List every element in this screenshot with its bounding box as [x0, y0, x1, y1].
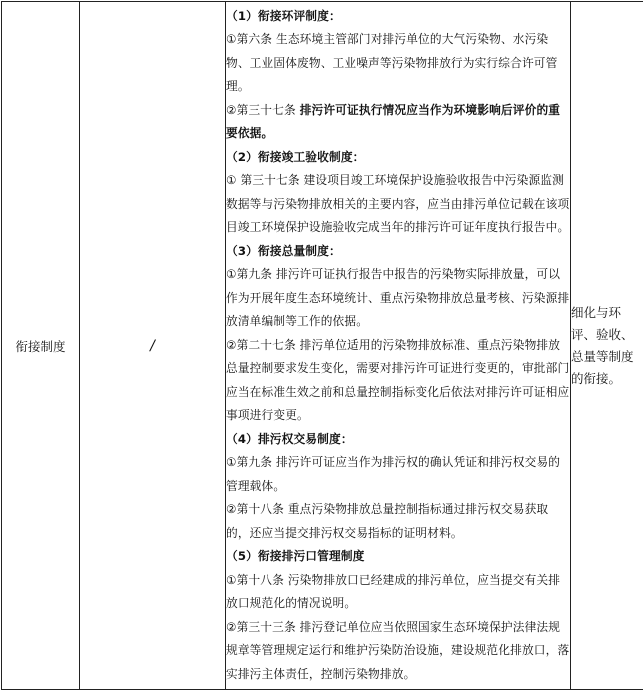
article-37-bold-text: 排污许可证执行情况应当作为环境影响后评价的重要依据。 [226, 103, 560, 141]
section-heading-acceptance: （2）衔接竣工验收制度： [226, 146, 570, 170]
article-27-paragraph: ②第二十七条 排污单位适用的污染物排放标准、重点污染物排放总量控制要求发生变化，需要对排污许可证进行变更的，审批部门应当在标准生效之前和总量控制指标变化后依法对排污许可证相应事项进行变更。 [226, 334, 570, 428]
article-37-prefix: ②第三十七条 [226, 103, 300, 117]
article-6-paragraph: ①第六条 生态环境主管部门对排污单位的大气污染物、水污染物、工业固体废物、工业噪声等污染物排放行为实行综合许可管理。 [226, 28, 570, 99]
section-heading-total-amount: （3）衔接总量制度： [226, 240, 570, 264]
outlet-article-18-paragraph: ①第十八条 污染物排放口已经建成的排污单位，应当提交有关排放口规范化的情况说明。 [226, 569, 570, 616]
regulation-table [1, 1, 643, 690]
section-heading-trading: （4）排污权交易制度： [226, 428, 570, 452]
content-cell [226, 2, 571, 690]
table-row [2, 2, 643, 690]
article-9-paragraph: ①第九条 排污许可证执行报告中报告的污染物实际排放量，可以作为开展年度生态环境统计、重点污染物排放总量考核、污染源排放清单编制等工作的依据。 [226, 263, 570, 334]
acceptance-paragraph: ① 第三十七条 建设项目竣工环境保护设施验收报告中污染源监测数据等与污染物排放相关的主要内容，应当由排污单位记载在该项目竣工环境保护设施验收完成当年的排污许可证年度执行报告中。 [226, 169, 570, 240]
trading-article-18-paragraph: ②第十八条 重点污染物排放总量控制指标通过排污权交易获取的，还应当提交排污权交易指标的证明材料。 [226, 498, 570, 545]
clause-cell: / [80, 2, 226, 690]
section-heading-outlet: （5）衔接排污口管理制度 [226, 545, 570, 569]
article-37-paragraph [226, 99, 570, 146]
article-33-paragraph: ②第三十三条 排污登记单位应当依照国家生态环境保护法律法规规章等管理规定运行和维护污染防治设施，建设规范化排放口，落实排污主体责任，控制污染物排放。 [226, 616, 570, 687]
category-cell: 衔接制度 [2, 2, 80, 690]
trading-article-9-paragraph: ①第九条 排污许可证应当作为排污权的确认凭证和排污权交易的管理载体。 [226, 451, 570, 498]
section-heading-eia: （1）衔接环评制度： [226, 5, 570, 29]
remark-cell: 细化与环评、验收、总量等制度的衔接。 [571, 2, 643, 690]
